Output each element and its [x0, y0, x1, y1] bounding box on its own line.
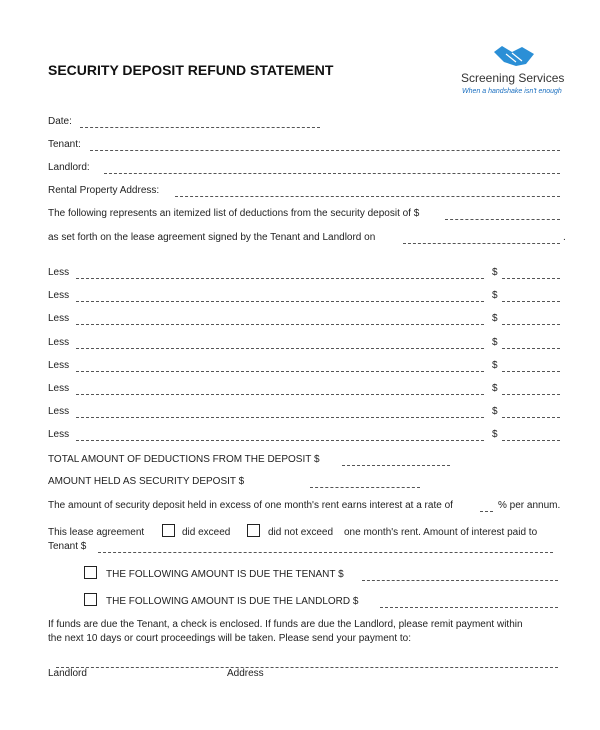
date-field[interactable]	[80, 127, 320, 128]
total-deductions-field[interactable]	[342, 465, 450, 466]
deduction-description-field[interactable]	[76, 371, 484, 372]
deduction-amount-field[interactable]	[502, 371, 560, 372]
deduction-label: Less	[48, 429, 70, 441]
tenant-field[interactable]	[90, 150, 560, 151]
funds-line2: the next 10 days or court proceedings will be taken. Please send your payment to:	[48, 633, 411, 644]
amount-held-field[interactable]	[310, 487, 420, 488]
landlord-label: Landlord:	[48, 162, 90, 173]
deduction-amount-field[interactable]	[502, 440, 560, 441]
did-not-exceed-checkbox[interactable]	[247, 524, 260, 537]
period: .	[563, 232, 566, 243]
lease-date-field[interactable]	[403, 243, 560, 244]
logo-name: Screening Services	[461, 71, 565, 85]
deduction-description-field[interactable]	[76, 440, 484, 441]
lease-post-text: one month's rent. Amount of interest paid to	[344, 527, 538, 538]
handshake-logo-icon	[492, 44, 536, 68]
logo-tagline: When a handshake isn't enough	[462, 88, 562, 95]
deduction-currency: $	[492, 313, 498, 325]
deduction-currency: $	[492, 267, 498, 278]
tenant-interest-label: Tenant $	[48, 541, 87, 552]
deduction-amount-field[interactable]	[502, 324, 560, 325]
landlord-field[interactable]	[104, 173, 560, 174]
tenant-interest-field[interactable]	[98, 552, 553, 553]
deduction-description-field[interactable]	[76, 278, 484, 279]
deduction-description-field[interactable]	[76, 417, 484, 418]
deduction-description-field[interactable]	[76, 348, 484, 349]
due-landlord-checkbox[interactable]	[84, 593, 97, 606]
deduction-label: Less	[48, 290, 70, 302]
deduction-currency: $	[492, 383, 498, 394]
deduction-description-field[interactable]	[76, 301, 484, 302]
deduction-currency: $	[492, 290, 498, 302]
due-landlord-label: THE FOLLOWING AMOUNT IS DUE THE LANDLORD $	[106, 596, 359, 607]
deduction-label: Less	[48, 383, 70, 394]
rental-address-label: Rental Property Address:	[48, 185, 160, 196]
due-landlord-field[interactable]	[380, 607, 558, 608]
deduction-amount-field[interactable]	[502, 301, 560, 302]
interest-suffix: % per annum.	[498, 500, 561, 511]
deposit-amount-field[interactable]	[445, 219, 560, 220]
total-deductions-label: TOTAL AMOUNT OF DEDUCTIONS FROM THE DEPOSIT $	[48, 454, 320, 465]
tenant-label: Tenant:	[48, 139, 81, 150]
intro-line1: The following represents an itemized list of deductions from the security deposit of $	[48, 208, 420, 219]
due-tenant-checkbox[interactable]	[84, 566, 97, 579]
deduction-label: Less	[48, 313, 70, 325]
interest-text: The amount of security deposit held in excess of one month's rent earns interest at a rate of	[48, 500, 453, 511]
deduction-label: Less	[48, 406, 70, 418]
deduction-label: Less	[48, 267, 70, 278]
deduction-amount-field[interactable]	[502, 348, 560, 349]
amount-held-label: AMOUNT HELD AS SECURITY DEPOSIT $	[48, 476, 245, 487]
funds-line1: If funds are due the Tenant, a check is enclosed. If funds are due the Landlord, please remit payment within	[48, 619, 523, 630]
interest-rate-field[interactable]	[480, 511, 493, 512]
did-exceed-checkbox[interactable]	[162, 524, 175, 537]
deduction-amount-field[interactable]	[502, 417, 560, 418]
intro-line2: as set forth on the lease agreement signed by the Tenant and Landlord on	[48, 232, 376, 243]
address-signature-label: Address	[227, 668, 264, 679]
deduction-description-field[interactable]	[76, 324, 484, 325]
deduction-amount-field[interactable]	[502, 394, 560, 395]
page-title: SECURITY DEPOSIT REFUND STATEMENT	[48, 62, 334, 78]
deduction-currency: $	[492, 336, 498, 348]
deduction-label: Less	[48, 359, 70, 371]
deduction-currency: $	[492, 406, 498, 418]
lease-label: This lease agreement	[48, 527, 145, 538]
date-label: Date:	[48, 116, 72, 127]
deduction-description-field[interactable]	[76, 394, 484, 395]
due-tenant-label: THE FOLLOWING AMOUNT IS DUE THE TENANT $	[106, 569, 344, 580]
deduction-label: Less	[48, 336, 70, 348]
did-exceed-label: did exceed	[182, 527, 231, 538]
deduction-amount-field[interactable]	[502, 278, 560, 279]
due-tenant-field[interactable]	[362, 580, 558, 581]
rental-address-field[interactable]	[175, 196, 560, 197]
deduction-currency: $	[492, 429, 498, 441]
landlord-signature-label: Landlord	[48, 668, 87, 679]
did-not-exceed-label: did not exceed	[268, 527, 334, 538]
deduction-currency: $	[492, 359, 498, 371]
signature-line[interactable]	[56, 667, 558, 668]
